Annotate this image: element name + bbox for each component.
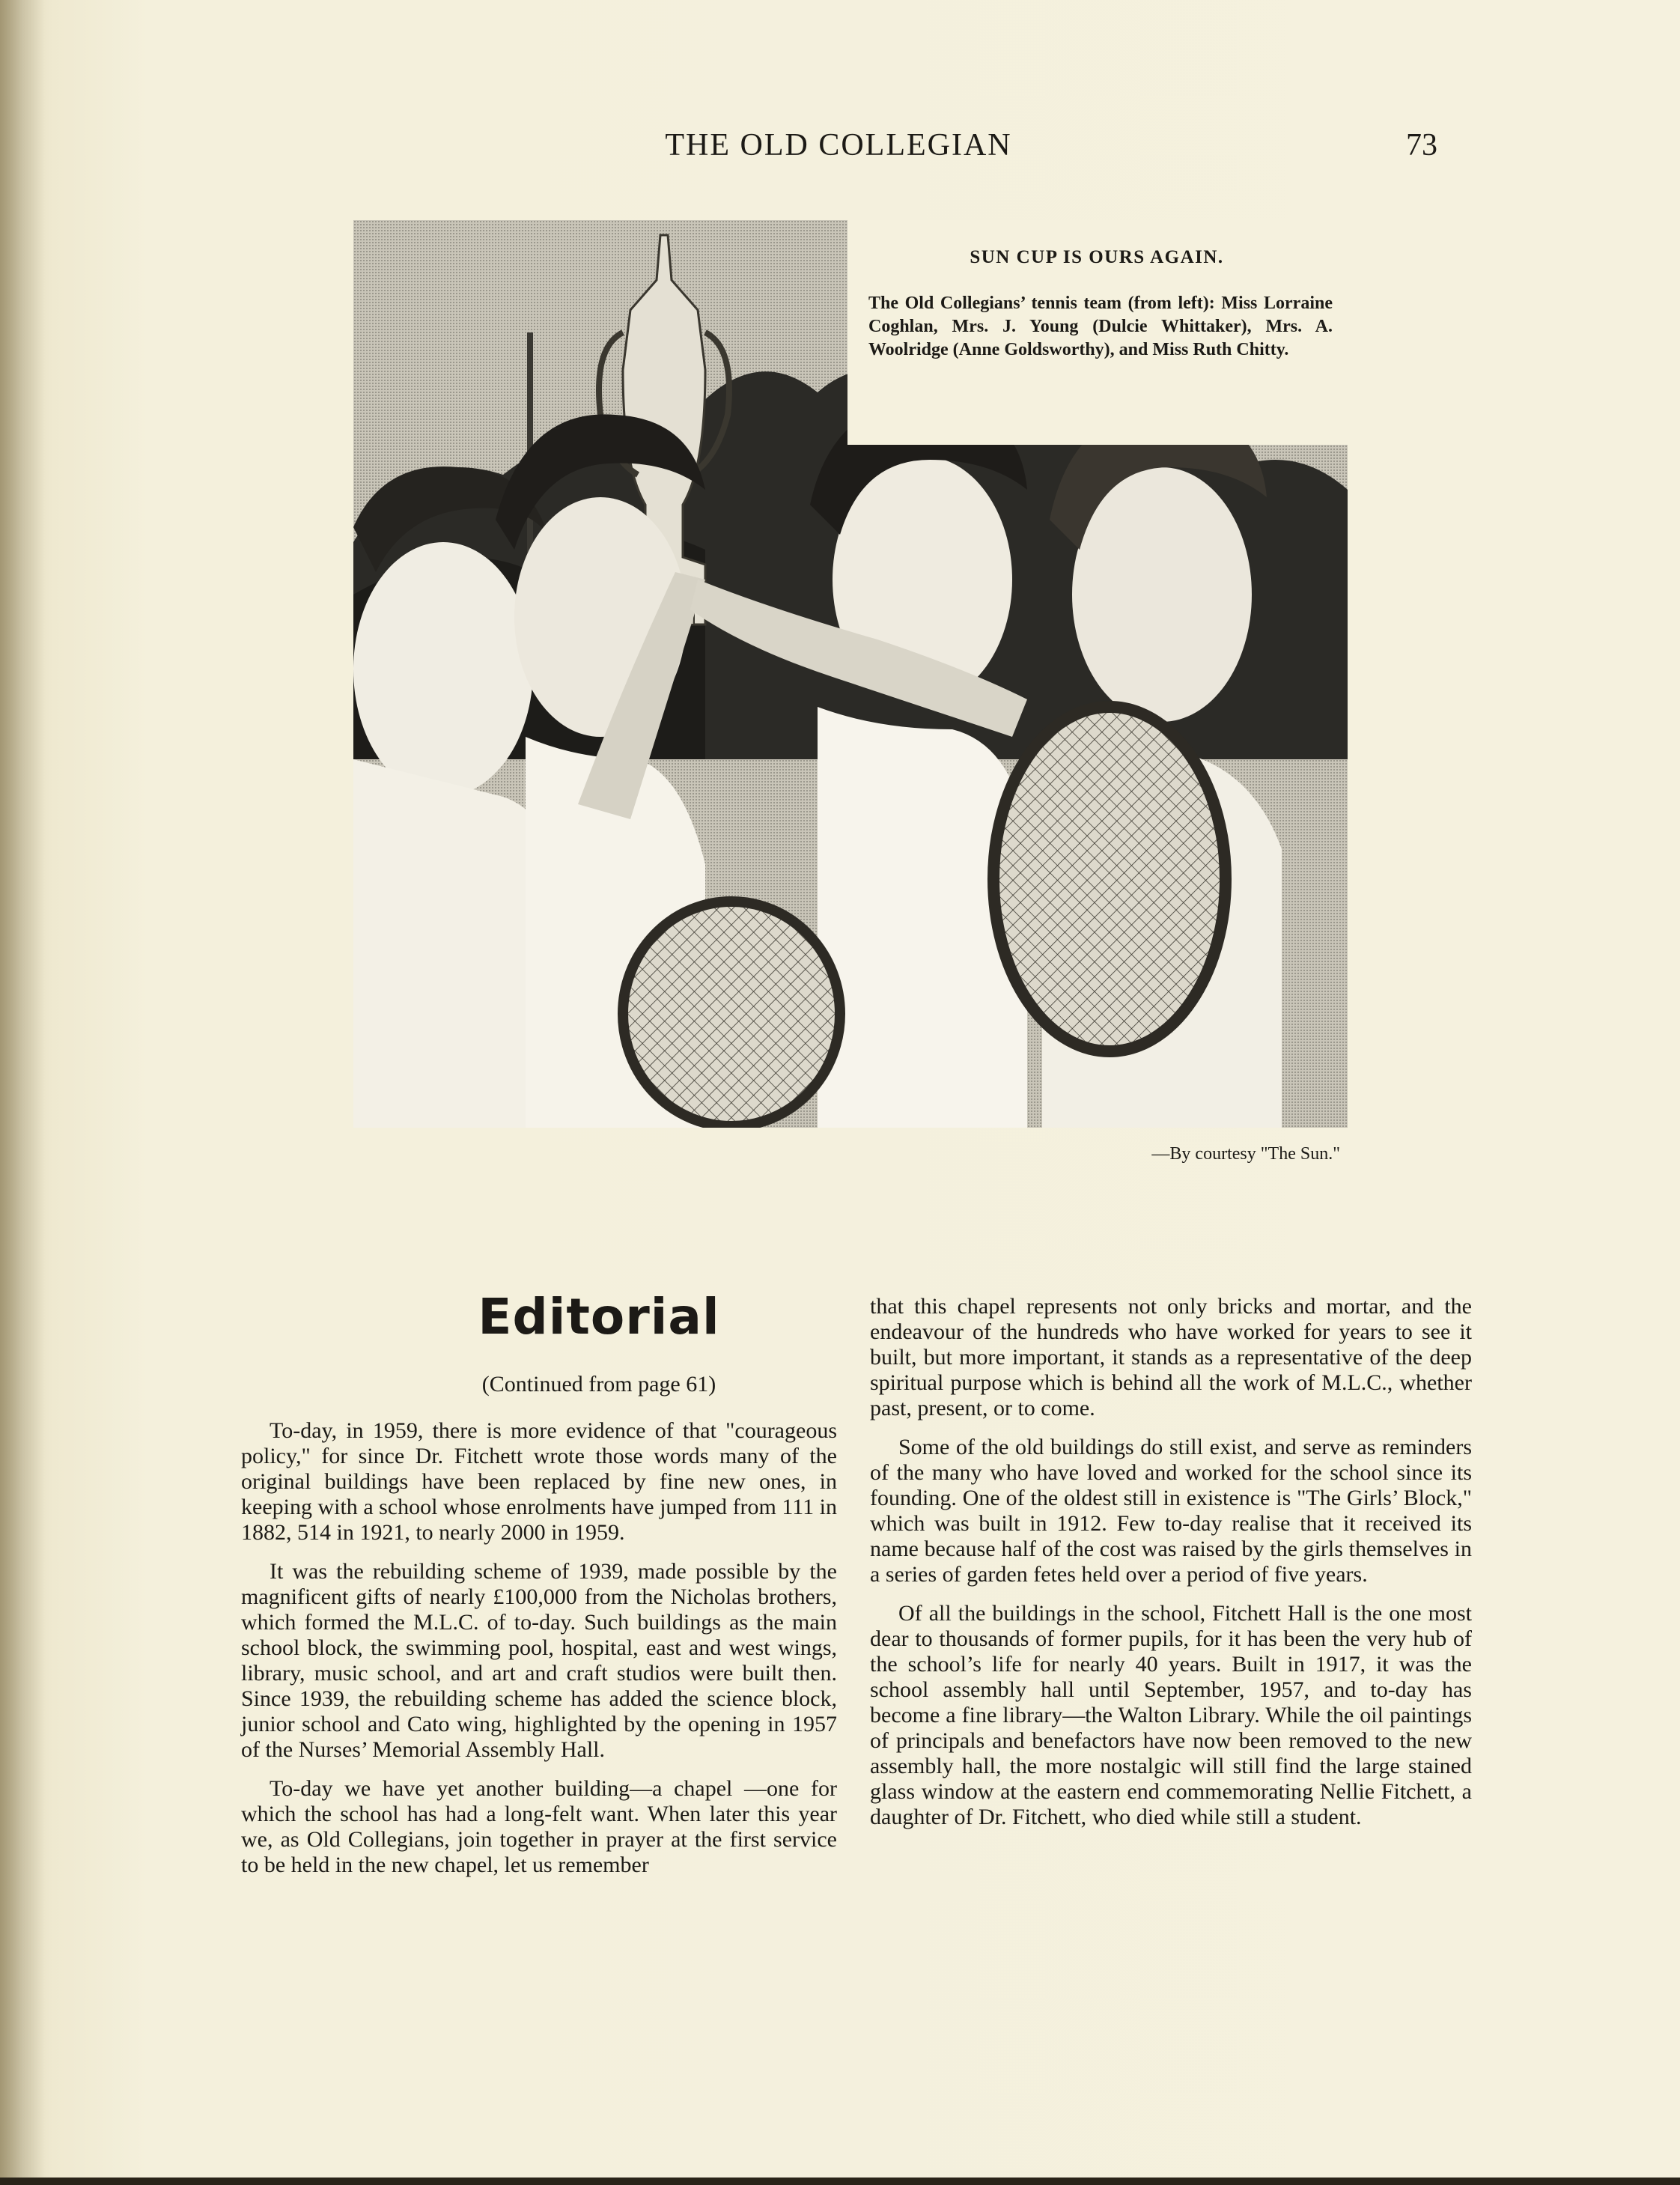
editorial-continued-note: (Continued from page 61) bbox=[481, 1372, 716, 1397]
photo-caption: The Old Collegians’ tennis team (from left): Miss Lorraine Coghlan, Mrs. J. Young (Dulcie Whittaker), Mrs. A. Woolridge (Anne Goldsworthy), and Miss Ruth Chitty. bbox=[868, 294, 1333, 359]
photo-credit: —By courtesy "The Sun." bbox=[1151, 1144, 1340, 1164]
editorial-column-right bbox=[870, 1294, 1472, 1844]
paragraph: To-day, in 1959, there is more evidence of that "courageous policy," for since Dr. Fitchett wrote those words many of the original buildings have been replaced by fine new ones, in keeping with a school whose enrolments have jumped from 111 in 1882, 514 in 1921, to nearly 2000 in 1959. bbox=[241, 1418, 837, 1545]
photo-caption-title: SUN CUP IS OURS AGAIN. bbox=[970, 247, 1224, 267]
paragraph: that this chapel represents not only bricks and mortar, and the endeavour of the hundreds who have worked for years to see it built, but more important, it stands as a representative of the deep spiritual purpose which is behind all the work of M.L.C., whether past, present, or to come. bbox=[870, 1294, 1472, 1420]
editorial-column-left bbox=[241, 1418, 837, 1891]
paragraph: To-day we have yet another building—a chapel —one for which the school has had a long-felt want. When later this year we, as Old Collegians, join together in prayer at the first service to be held in the new chapel, let us remember bbox=[241, 1776, 837, 1877]
page-bottom-edge bbox=[0, 2178, 1680, 2185]
running-title: THE OLD COLLEGIAN bbox=[665, 128, 1012, 162]
book-spine-shadow bbox=[0, 0, 45, 2185]
page-number: 73 bbox=[1406, 128, 1437, 162]
paragraph: Of all the buildings in the school, Fitchett Hall is the one most dear to thousands of former pupils, for it has been the very hub of the school’s life for nearly 40 years. Built in 1917, it was the school assembly hall until September, 1957, and to-day has become a fine library—the Walton Library. While the oil paintings of principals and benefactors have now been removed to the new assembly hall, the more nostalgic will still find the large stained glass window at the eastern end commemorating Nellie Fitchett, a daughter of Dr. Fitchett, who died while still a student. bbox=[870, 1601, 1472, 1829]
paragraph: It was the rebuilding scheme of 1939, made possible by the magnificent gifts of nearly £100,000 from the Nicholas brothers, which formed the M.L.C. of to-day. Such buildings as the main school block, the swimming pool, hospital, east and west wings, library, music school, and art and craft studios were built then. Since 1939, the rebuilding scheme has added the science block, junior school and Cato wing, highlighted by the opening in 1957 of the Nurses’ Memorial Assembly Hall. bbox=[241, 1559, 837, 1762]
editorial-heading: Editorial bbox=[478, 1288, 720, 1346]
paragraph: Some of the old buildings do still exist, and serve as reminders of the many who have loved and worked for the school since its founding. One of the oldest still in existence is "The Girls’ Block," which was built in 1912. Few to-day realise that it received its name because half of the cost was raised by the girls themselves in a series of garden fetes held over a period of five years. bbox=[870, 1435, 1472, 1587]
